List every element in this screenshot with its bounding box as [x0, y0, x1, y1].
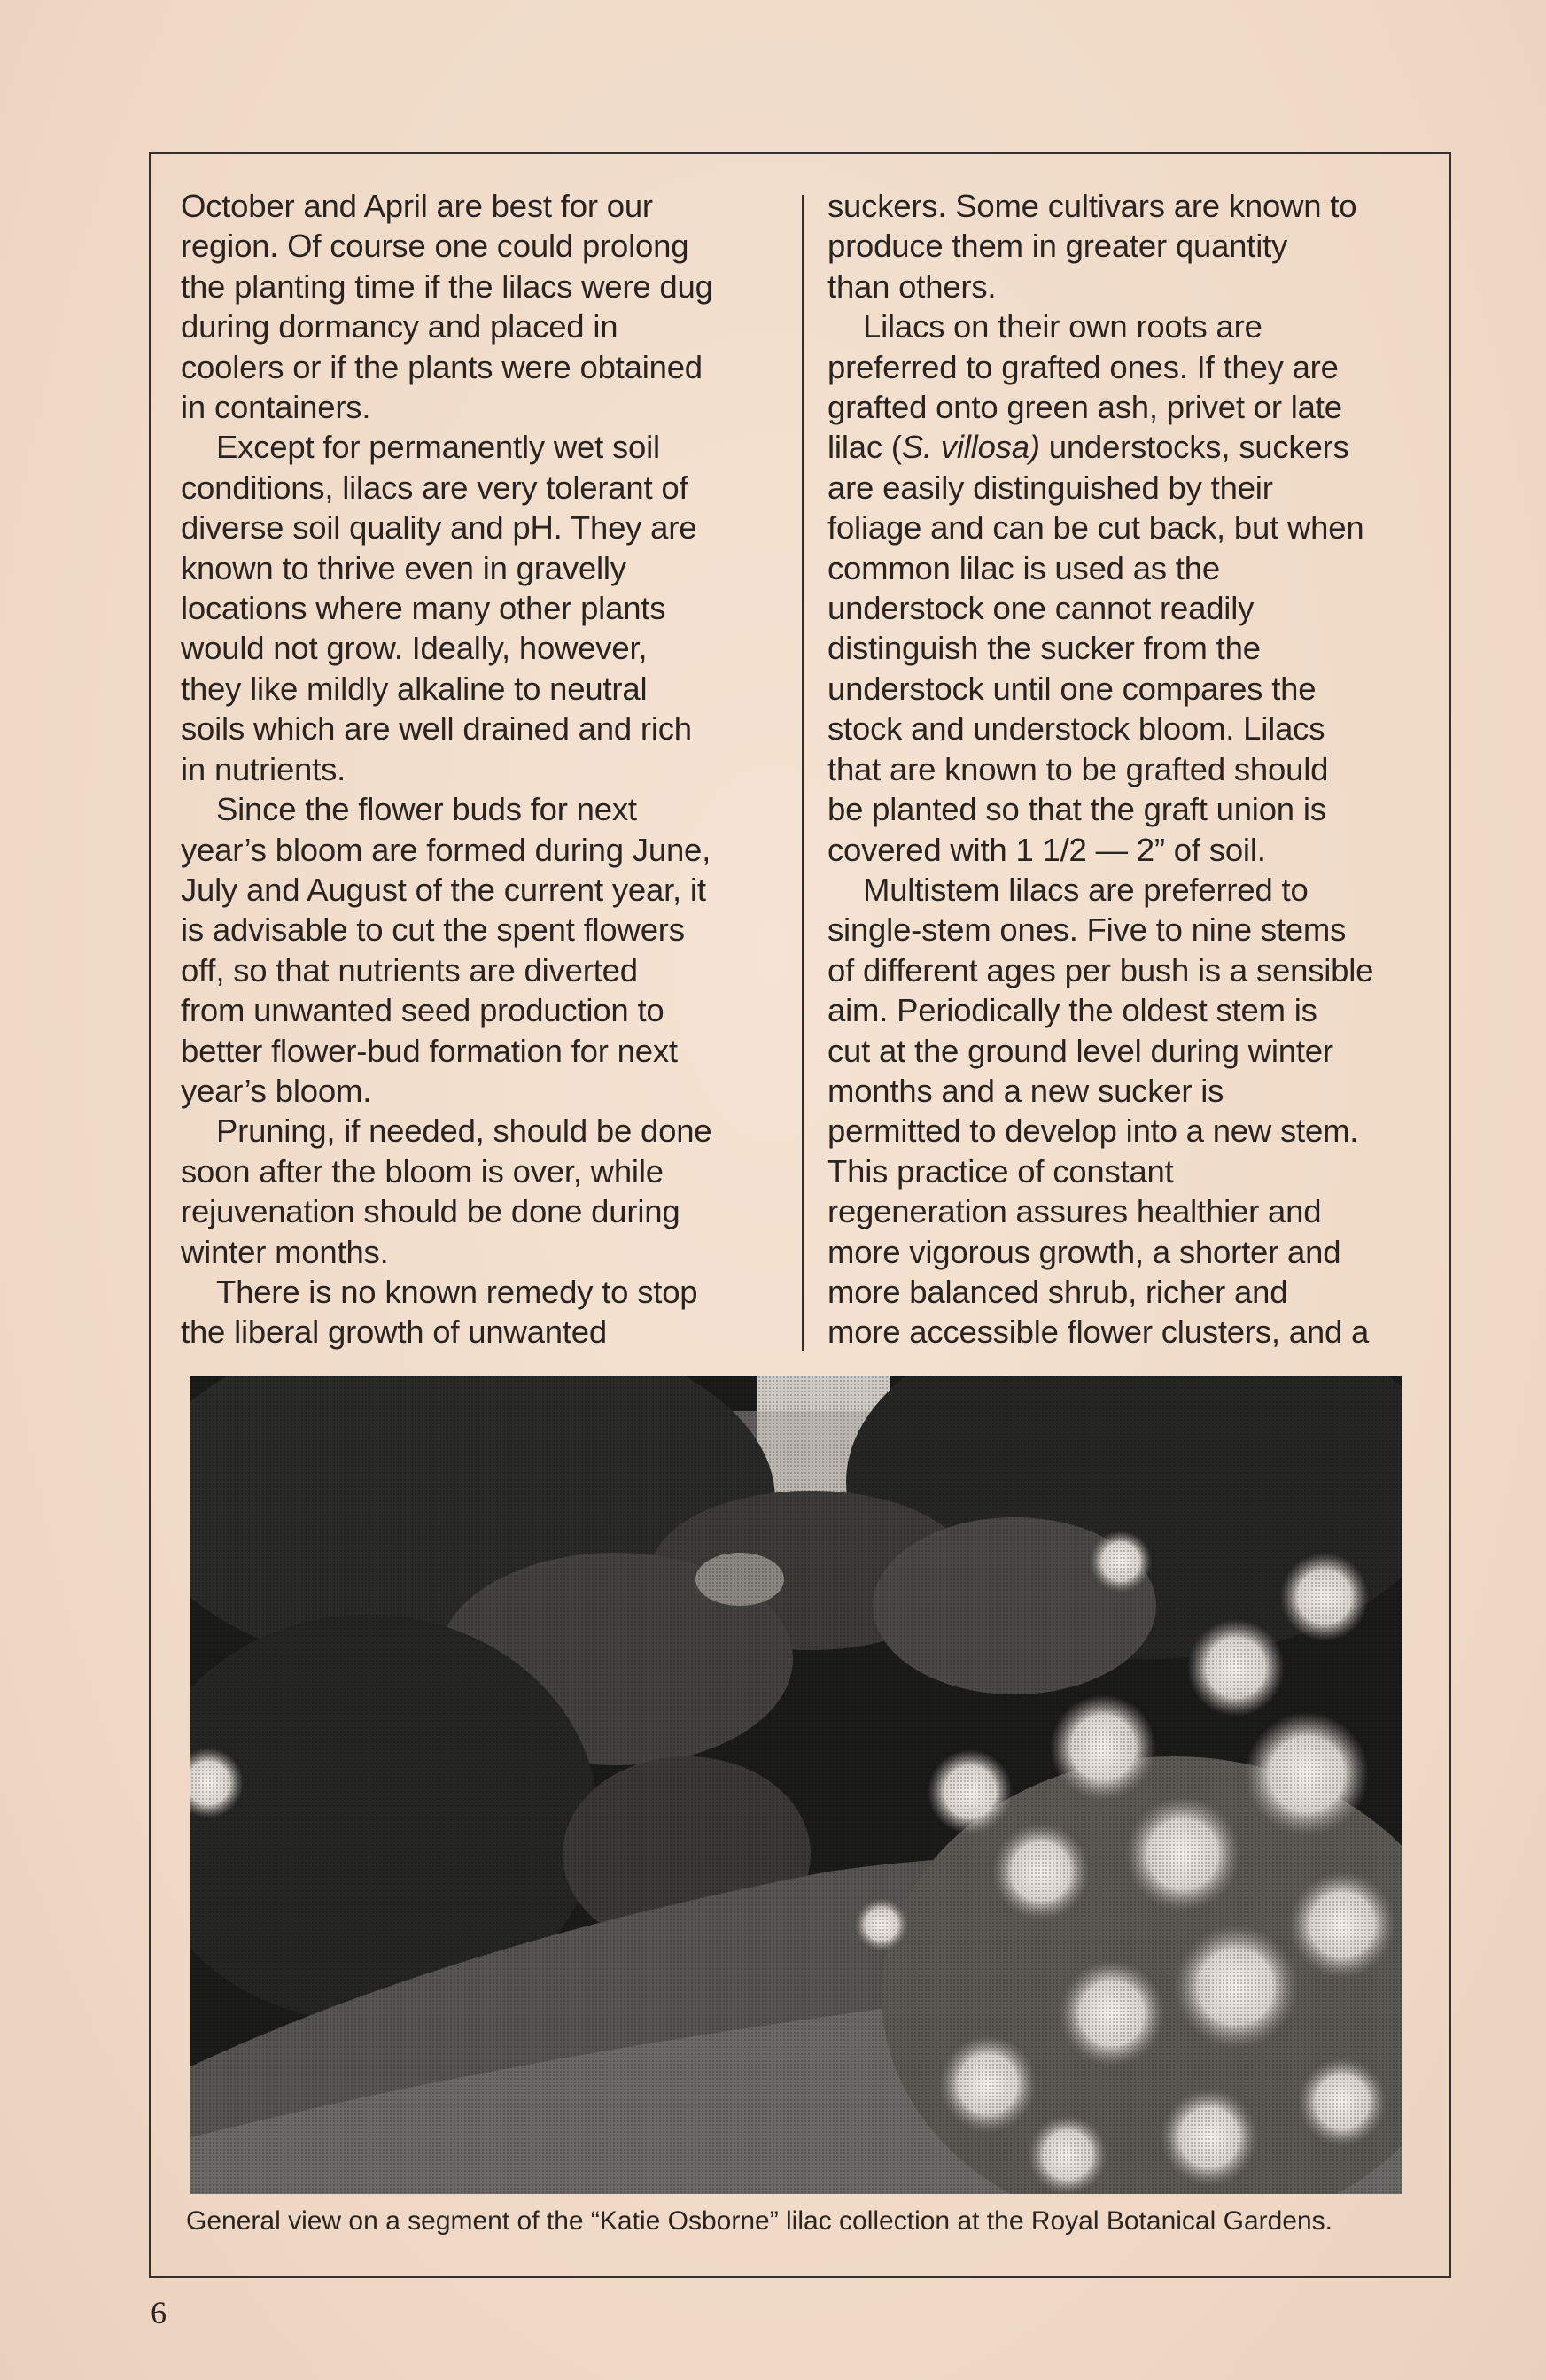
paragraph: Multistem lilacs are preferred to single-stem ones. Five to nine stems of different ages per bush is a sensible aim. Periodically the oldest stem is cut at the ground level during winter months and a new sucker is permitted to develop into a new stem. This practice of constant regeneration assures healthier and more vigorous growth, a shorter and more balanced shrub, richer and more accessible flower clusters, and a — [827, 871, 1374, 1351]
paragraph: suckers. Some cultivars are known to produce them in greater quantity than others. — [827, 188, 1357, 305]
column-divider — [802, 195, 804, 1351]
paragraph: October and April are best for our region. Of course one could prolong the planting time if the lilacs were dug during dormancy and placed in coolers or if the plants were obtained in containers. — [181, 188, 713, 426]
lilac-garden-photo — [190, 1376, 1402, 2194]
page-number: 6 — [151, 2295, 167, 2330]
paragraph-text: Lilacs on their own roots are preferred to grafted ones. If they are grafted onto green ash, privet or late lilac ( — [827, 308, 1342, 466]
left-column — [181, 186, 792, 1353]
paragraph: Except for permanently wet soil conditions, lilacs are very tolerant of diverse soil quality and pH. They are known to thrive even in gravelly locations where many other plants would not grow. Ideally, however, they like mildly alkaline to neutral soils which are well drained and rich in nutrients. — [181, 429, 697, 787]
paragraph: There is no known remedy to stop the liberal growth of unwanted — [181, 1273, 698, 1351]
paragraph: Pruning, if needed, should be done soon after the bloom is over, while rejuvenation should be done during winter months. — [181, 1112, 712, 1270]
photo-illustration — [190, 1376, 1402, 2194]
paragraph — [827, 306, 1439, 870]
paragraph: Since the flower buds for next year’s bloom are formed during June, July and August of the current year, it is advisable to cut the spent flowers off, so that nutrients are diverted from unwanted seed production to better flower-bud formation for next year’s bloom. — [181, 791, 711, 1109]
species-name: S. villosa) — [901, 429, 1040, 466]
paragraph-text: understocks, suckers are easily distinguished by their foliage and can be cut back, but when common lilac is used as the understock one cannot readily distinguish the sucker from the understock until one compares the stock and understock bloom. Lilacs that are known to be grafted should be planted so that the graft union is covered with 1 1/2 — 2” of soil. — [827, 429, 1364, 868]
right-column — [827, 186, 1439, 1353]
photo-caption: General view on a segment of the “Katie Osborne” lilac collection at the Royal Botanical Gardens. — [186, 2206, 1333, 2236]
